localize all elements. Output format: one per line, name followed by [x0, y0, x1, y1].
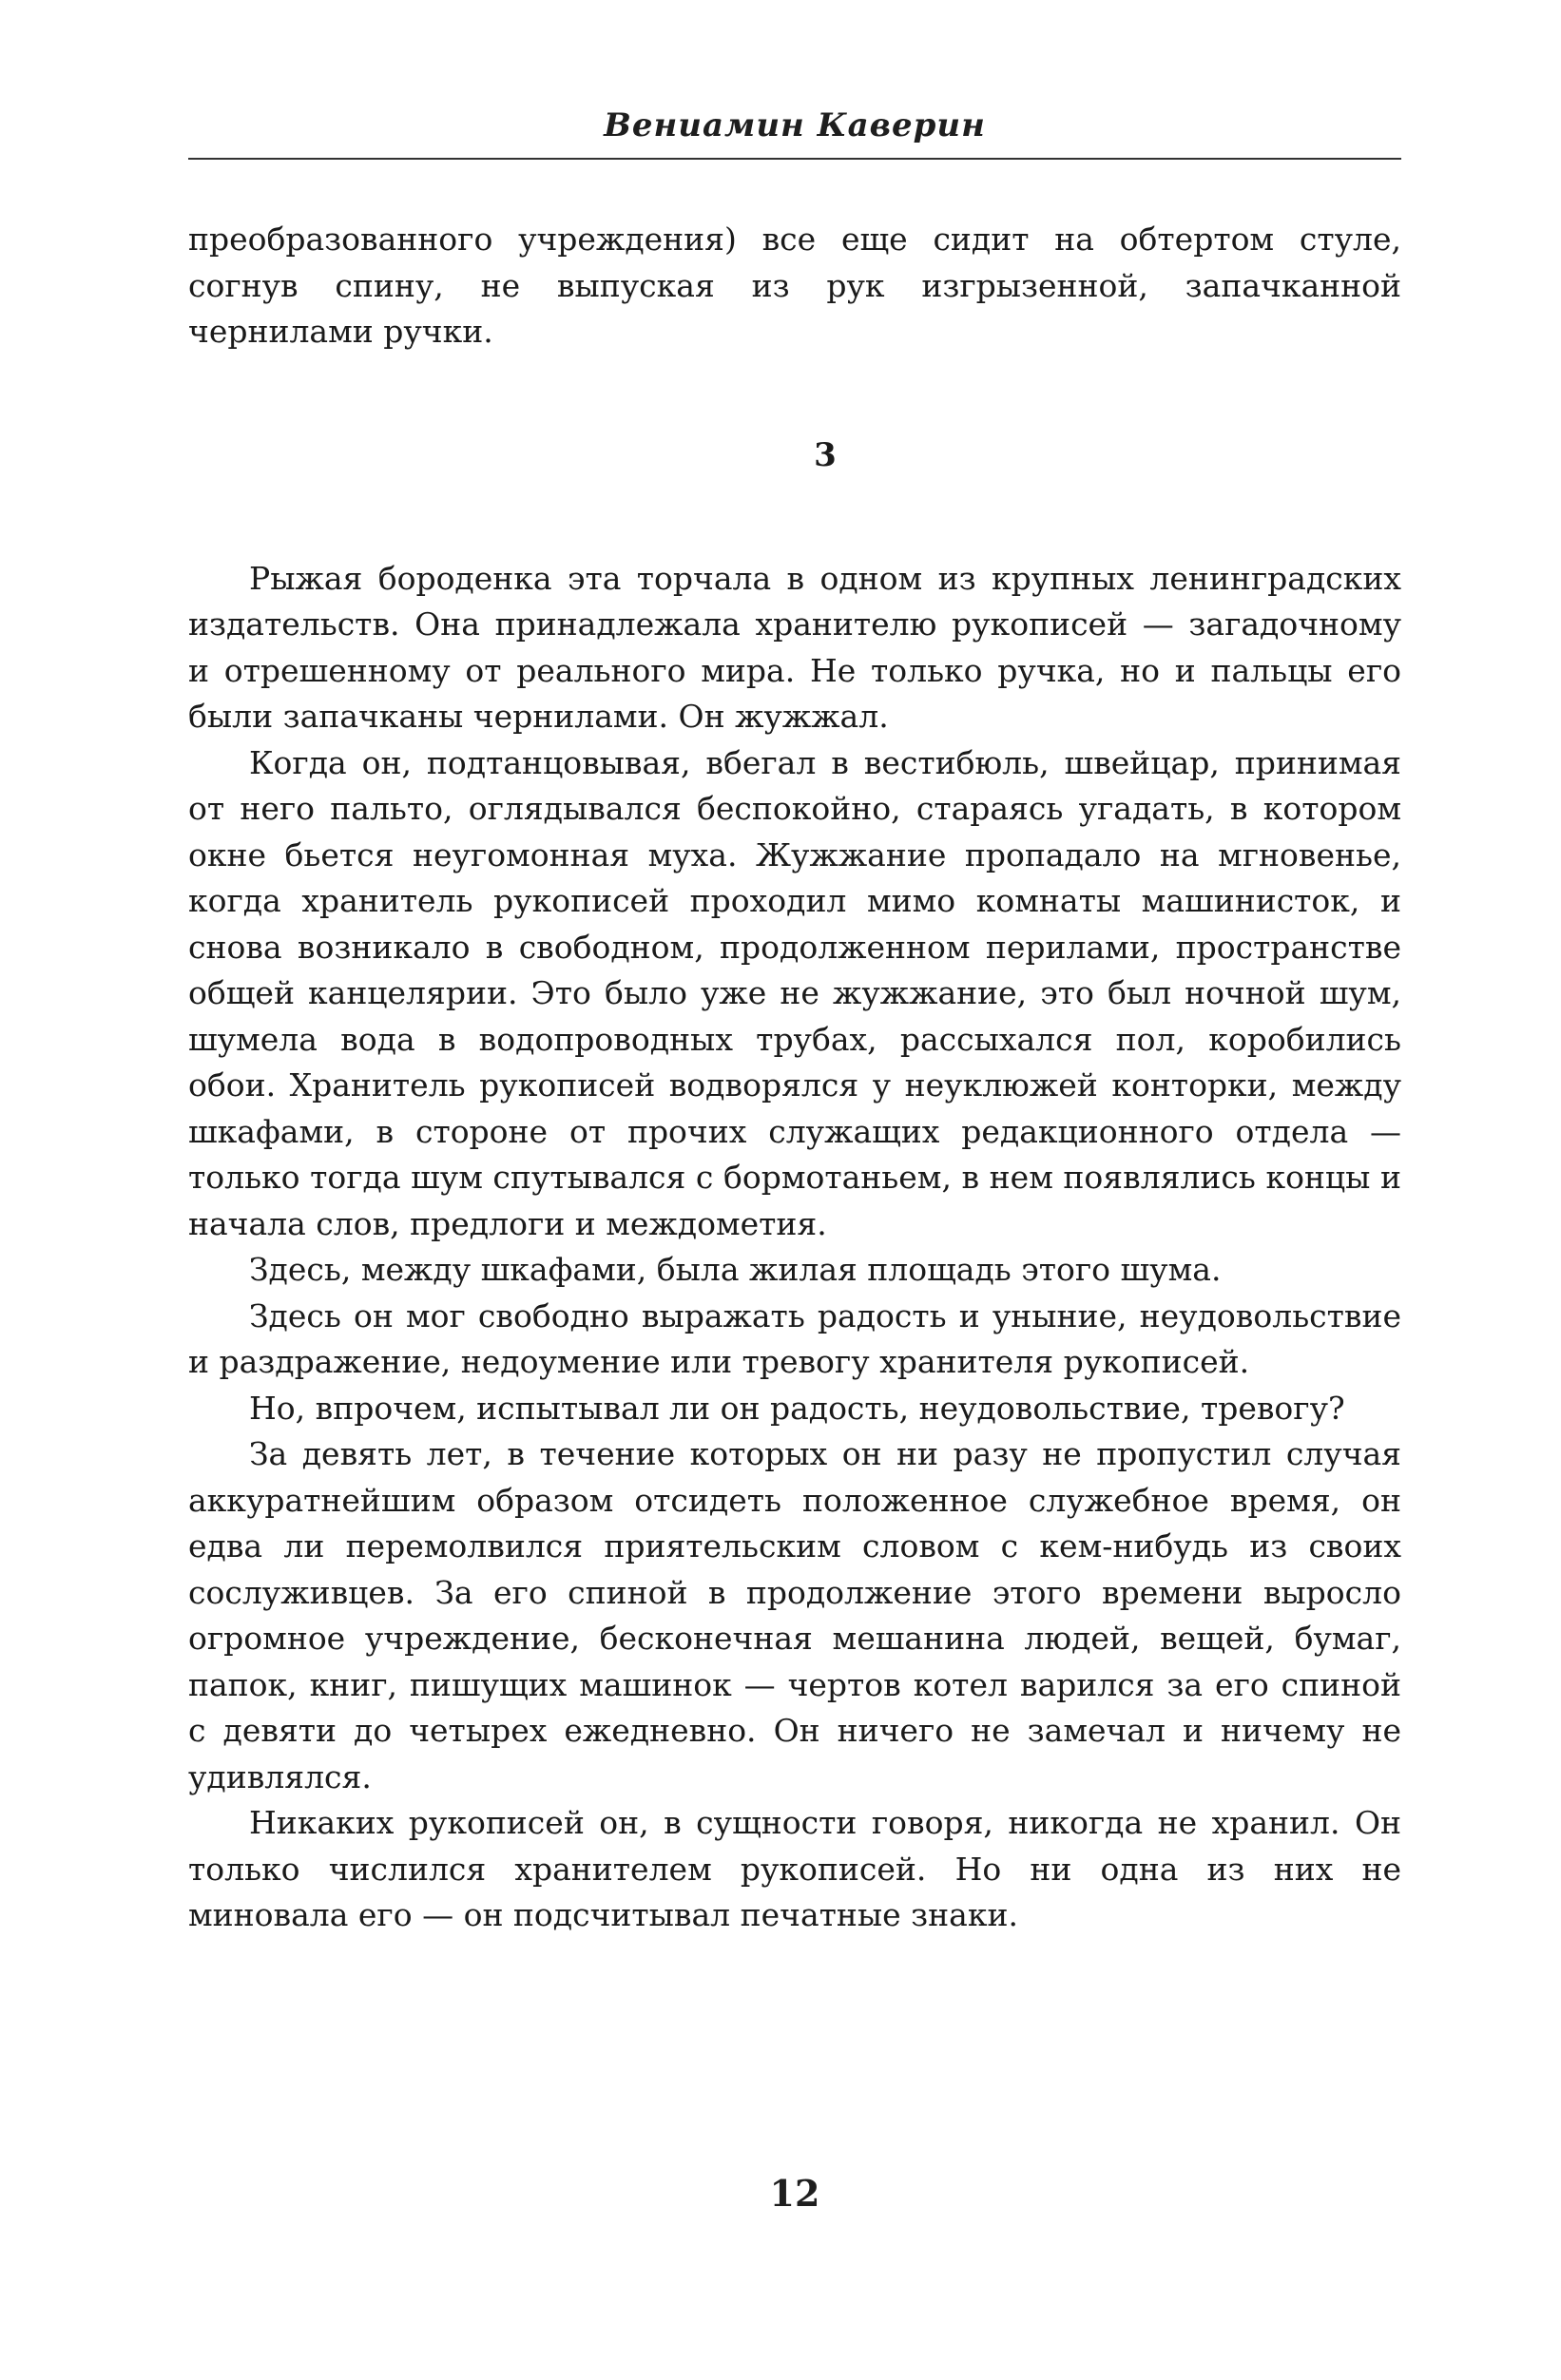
paragraph: Но, впрочем, испытывал ли он радость, неудовольствие, тревогу?	[249, 1389, 1345, 1427]
paragraph-continued: преобразованного учреждения) все еще сидит на обтертом стуле, согнув спину, не выпуская из рук изгрызенной, запачканной чернилами ручки.	[188, 221, 1401, 350]
page-number: 12	[769, 2172, 820, 2215]
paragraph: Здесь он мог свободно выражать радость и уныние, неудовольствие и раздражение, недоумение или тревогу хранителя рукописей.	[188, 1296, 1401, 1380]
section-number: 3	[814, 435, 837, 474]
body-text	[188, 217, 1401, 1939]
paragraph: За девять лет, в течение которых он ни разу не пропустил случая аккуратнейшим образом отсидеть положенное служебное время, он едва ли перемолвился приятельским словом с кем-нибудь из своих сослуживцев. За его спиной в продолжение этого времени выросло огромное учреждение, бесконечная мешанина людей, вещей, бумаг, папок, книг, пишущих машинок — чертов котел варился за его спиной с девяти до четырех ежедневно. Он ничего не замечал и ничему не удивлялся.	[188, 1435, 1401, 1795]
paragraph: Рыжая бороденка эта торчала в одном из крупных ленинградских издательств. Она принадлежала хранителю рукописей — загадочному и отрешенному от реального мира. Не только ручка, но и пальцы его были запачканы чернилами. Он жужжал.	[188, 559, 1401, 735]
paragraph: Здесь, между шкафами, была жилая площадь этого шума.	[249, 1251, 1222, 1288]
running-head: Вениамин Каверин	[604, 106, 986, 144]
header-rule	[188, 158, 1401, 160]
paragraph: Когда он, подтанцовывая, вбегал в вестибюль, швейцар, принимая от него пальто, оглядывался беспокойно, стараясь угадать, в котором окне бьется неугомонная муха. Жужжание пропадало на мгновенье, когда хранитель рукописей проходил мимо комнаты машинисток, и снова возникало в свободном, продолженном перилами, пространстве общей канцелярии. Это было уже не жужжание, это был ночной шум, шумела вода в водопроводных трубах, рассыхался пол, коробились обои. Хранитель рукописей водворялся у неуклюжей конторки, между шкафами, в стороне от прочих служащих редакционного отдела — только тогда шум спутывался с бормотаньем, в нем появлялись концы и начала слов, предлоги и междометия.	[188, 743, 1401, 1242]
paragraph: Никаких рукописей он, в сущности говоря, никогда не хранил. Он только числился хранителем рукописей. Но ни одна из них не миновала его — он подсчитывал печатные знаки.	[188, 1804, 1401, 1933]
